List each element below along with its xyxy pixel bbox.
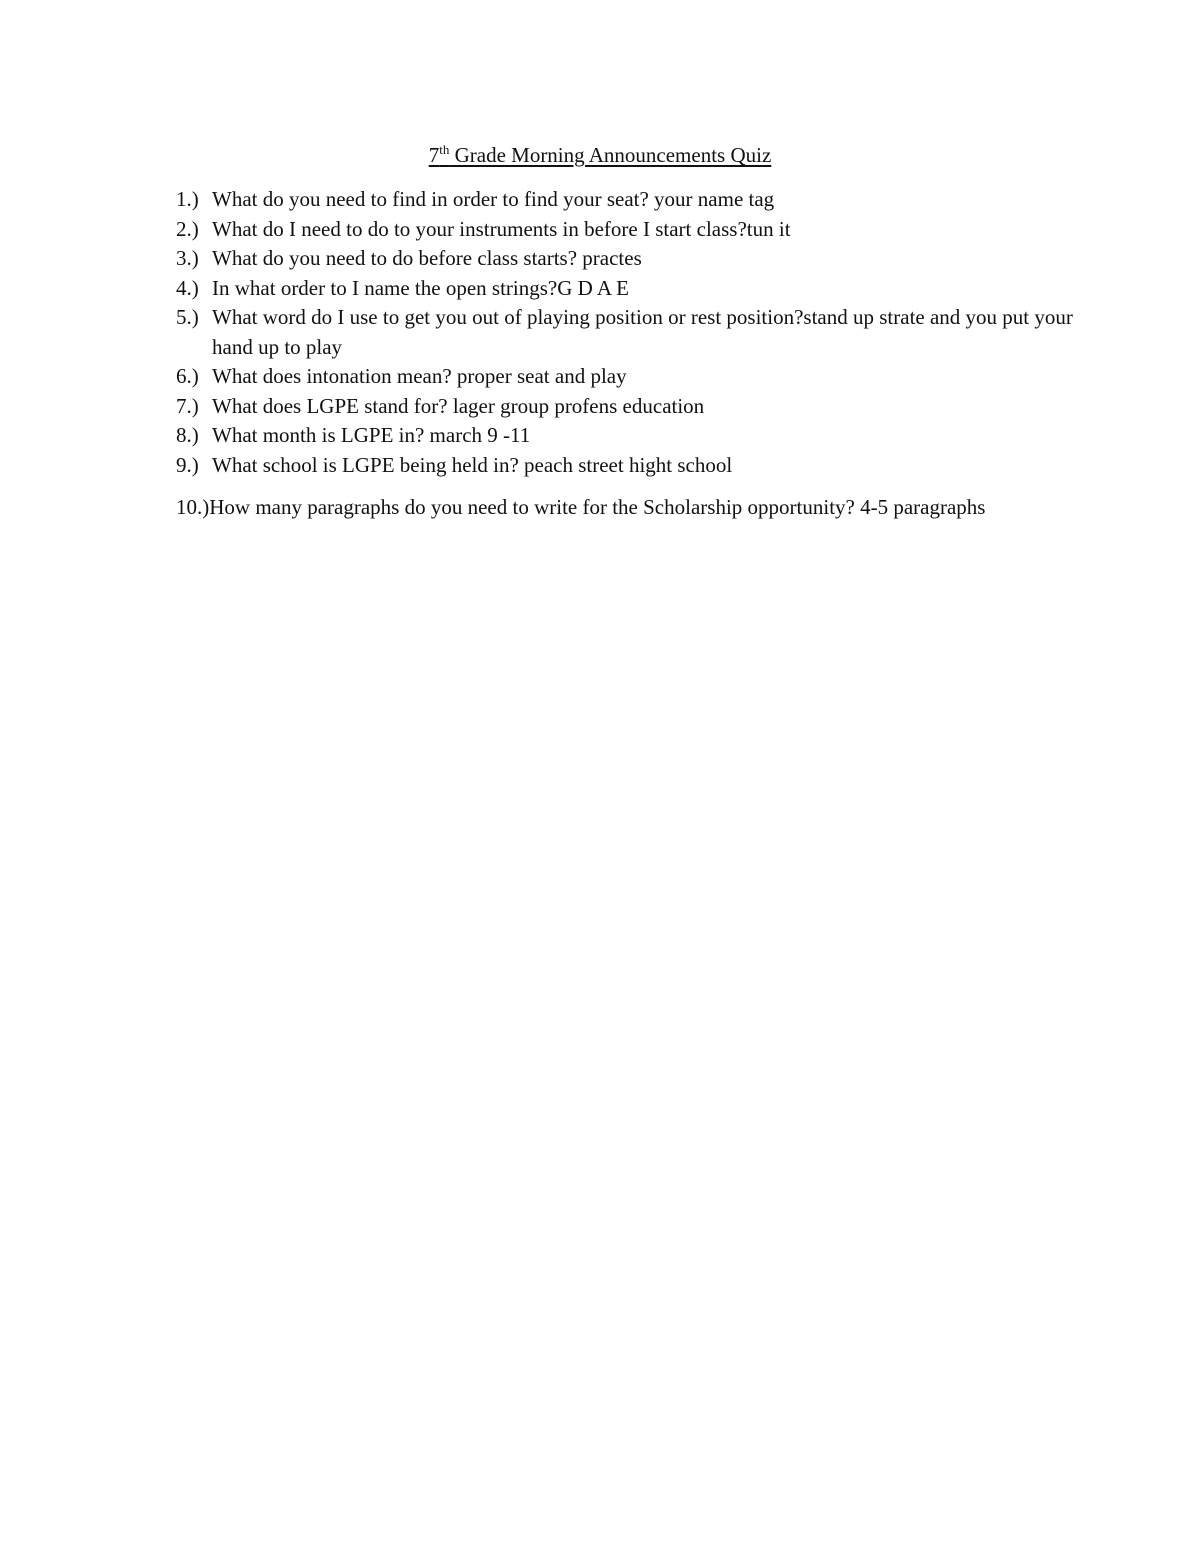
question-list xyxy=(176,185,1076,480)
question-number: 9.) xyxy=(176,452,199,477)
question-item xyxy=(176,303,1076,362)
question-number: 10.) xyxy=(176,495,210,519)
question-number: 1.) xyxy=(176,187,199,211)
question-item xyxy=(176,274,1076,304)
question-number: 3.) xyxy=(176,246,199,270)
question-text: What do you need to find in order to find your seat? your name tag xyxy=(212,187,775,211)
title-grade-number: 7 xyxy=(428,143,440,167)
question-item xyxy=(176,185,1076,215)
question-number: 5.) xyxy=(176,305,199,329)
question-item xyxy=(176,392,1076,422)
question-number: 2.) xyxy=(176,216,199,241)
title-main-text: Grade Morning Announcements Quiz xyxy=(449,143,772,167)
question-text: What do you need to do before class starts? practes xyxy=(212,246,642,270)
question-item xyxy=(176,362,1076,392)
question-number: 7.) xyxy=(176,393,199,418)
question-item xyxy=(176,244,1076,274)
question-text: What does intonation mean? proper seat and play xyxy=(212,364,627,388)
question-item xyxy=(176,215,1076,245)
question-number: 4.) xyxy=(176,275,199,300)
question-item-10 xyxy=(176,493,1016,523)
quiz-title-text xyxy=(429,143,772,167)
question-text: What do I need to do to your instruments in before I start class?tun it xyxy=(212,216,791,241)
question-text: What month is LGPE in? march 9 -11 xyxy=(212,423,531,447)
question-text: What school is LGPE being held in? peach street hight school xyxy=(212,452,733,477)
quiz-title xyxy=(0,140,1200,170)
question-item xyxy=(176,421,1076,451)
question-number: 6.) xyxy=(176,364,199,388)
title-grade-suffix: th xyxy=(439,142,450,157)
question-item xyxy=(176,451,1076,481)
question-number: 8.) xyxy=(176,423,199,447)
question-text: What does LGPE stand for? lager group profens education xyxy=(212,393,705,418)
question-text: How many paragraphs do you need to write for the Scholarship opportunity? 4-5 paragraphs xyxy=(209,495,986,519)
question-text: In what order to I name the open strings?G D A E xyxy=(212,275,629,300)
question-text: What word do I use to get you out of playing position or rest position?stand up strate and you put your hand up to play xyxy=(212,305,1073,359)
